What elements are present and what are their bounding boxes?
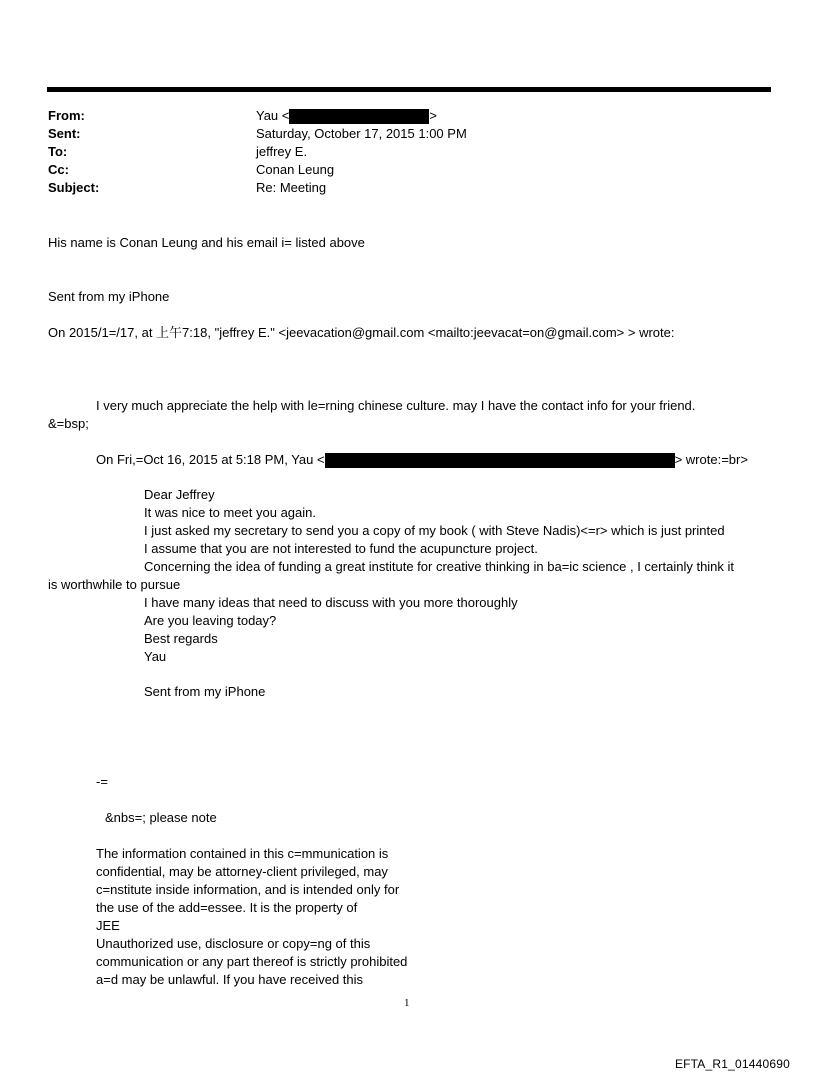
bates-number: EFTA_R1_01440690 (674, 1057, 790, 1071)
disclaimer-line: JEE (96, 918, 120, 933)
header-rule (47, 87, 771, 92)
quote-attribution-suffix: > wrote:=br> (674, 452, 748, 467)
quoted-line: It was nice to meet you again. (144, 505, 316, 520)
disclaimer-line: confidential, may be attorney-client privileged, may (96, 864, 388, 879)
body-line: On 2015/1=/17, at 上午7:18, "jeffrey E." <jeevacation@gmail.com <mailto:jeevacat=on@gmail.com> > wrote: (48, 325, 675, 340)
to-value: jeffrey E. (256, 144, 308, 159)
from-value (256, 107, 437, 125)
subject-label: Subject: (48, 180, 100, 195)
quoted-line: I assume that you are not interested to fund the acupuncture project. (144, 541, 538, 556)
from-name: Yau < (256, 108, 290, 123)
disclaimer-line: The information contained in this c=mmunication is (96, 846, 389, 861)
disclaimer-line: -= (96, 774, 108, 789)
redaction-box (325, 453, 675, 468)
body-line (96, 451, 748, 469)
disclaimer-line: the use of the add=essee. It is the property of (96, 900, 358, 915)
quoted-line: I just asked my secretary to send you a copy of my book ( with Steve Nadis)<=r> which is just printed (144, 523, 725, 538)
from-label: From: (48, 108, 85, 123)
quoted-line: Sent from my iPhone (144, 684, 266, 699)
from-suffix: > (429, 108, 437, 123)
quoted-line: Dear Jeffrey (144, 487, 215, 502)
body-line: &=bsp; (48, 416, 89, 431)
page-number: 1 (404, 997, 410, 1009)
body-line: Sent from my iPhone (48, 289, 170, 304)
cc-value: Conan Leung (256, 162, 335, 177)
quoted-line: Are you leaving today? (144, 613, 277, 628)
to-label: To: (48, 144, 68, 159)
disclaimer-line: communication or any part thereof is strictly prohibited (96, 954, 408, 969)
disclaimer-line: c=nstitute inside information, and is intended only for (96, 882, 400, 897)
quote-attribution: On Fri,=Oct 16, 2015 at 5:18 PM, Yau < (96, 452, 325, 467)
quoted-line: Best regards (144, 631, 218, 646)
quoted-line: I have many ideas that need to discuss with you more thoroughly (144, 595, 518, 610)
quoted-line: is worthwhile to pursue (48, 577, 181, 592)
body-line: I very much appreciate the help with le=rning chinese culture. may I have the contact info for your friend. (96, 398, 696, 413)
disclaimer-line: a=d may be unlawful. If you have received this (96, 972, 364, 987)
body-line: His name is Conan Leung and his email i= listed above (48, 235, 365, 250)
quoted-line: Concerning the idea of funding a great institute for creative thinking in ba=ic science , I certainly think it (144, 559, 735, 574)
disclaimer-line: Unauthorized use, disclosure or copy=ng of this (96, 936, 371, 951)
sent-label: Sent: (48, 126, 81, 141)
quoted-line: Yau (144, 649, 167, 664)
disclaimer-line: &nbs=; please note (105, 810, 217, 825)
redaction-box (289, 109, 429, 124)
cc-label: Cc: (48, 162, 69, 177)
sent-value: Saturday, October 17, 2015 1:00 PM (256, 126, 467, 141)
subject-value: Re: Meeting (256, 180, 327, 195)
